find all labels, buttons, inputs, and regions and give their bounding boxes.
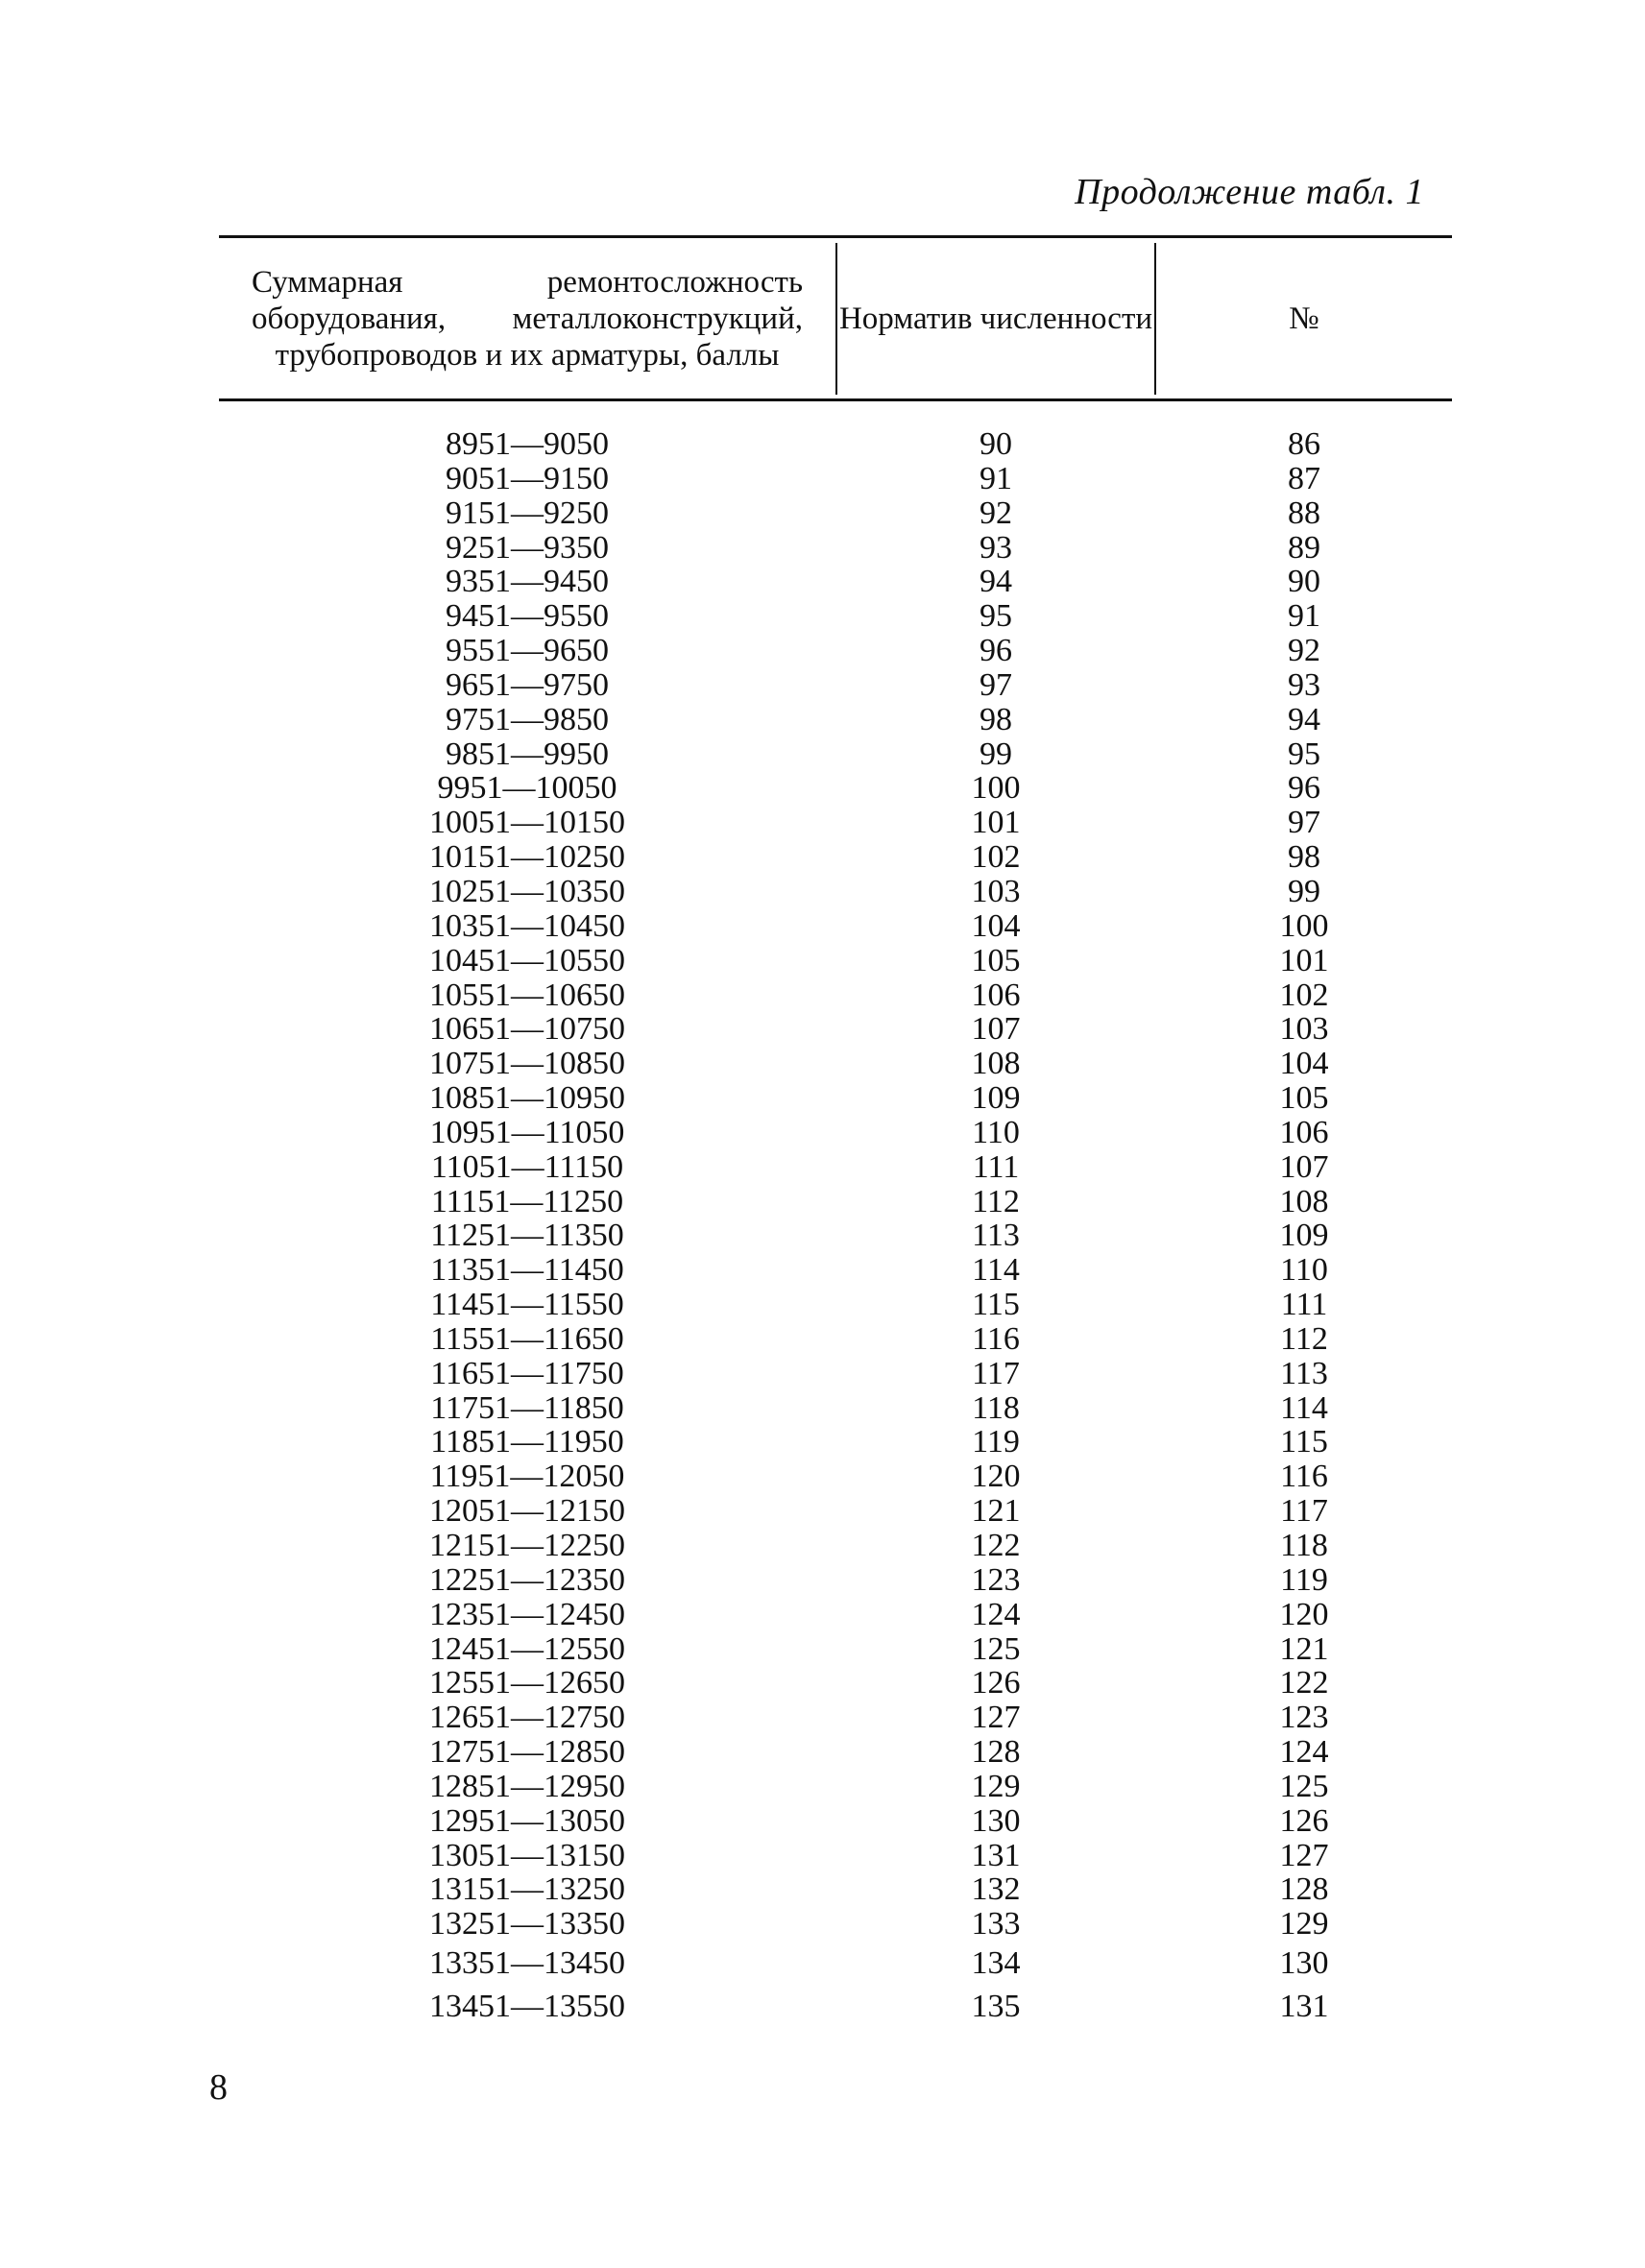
table-row [219,1391,1452,1426]
range-cell: 12151—12250 [429,1528,625,1563]
norm-cell: 110 [972,1114,1020,1150]
range-cell: 11551—11650 [430,1320,624,1357]
range-cell: 13351—13450 [429,1945,625,1982]
table-row [219,1185,1452,1219]
table-row [219,427,1452,462]
norm-cell: 92 [980,495,1012,531]
table-top-rule [219,235,1452,238]
number-cell: 108 [1279,1183,1329,1219]
number-cell: 111 [1280,1287,1328,1323]
number-cell: 96 [1288,770,1320,807]
table-row [219,599,1452,634]
number-cell: 120 [1279,1596,1329,1632]
norm-cell: 109 [971,1080,1021,1117]
number-cell: 86 [1288,426,1320,462]
number-cell: 113 [1280,1355,1328,1391]
number-cell: 127 [1279,1837,1329,1873]
table-row [219,978,1452,1013]
number-cell: 123 [1279,1700,1329,1736]
norm-cell: 118 [972,1389,1020,1426]
table-row [219,1598,1452,1632]
table-row [219,806,1452,840]
table-row [219,909,1452,944]
table-row [219,1770,1452,1804]
range-cell: 10851—10950 [429,1080,625,1117]
norm-cell: 116 [972,1320,1020,1357]
table-row [219,565,1452,599]
norm-cell: 90 [980,426,1012,462]
number-cell: 89 [1288,529,1320,566]
norm-cell: 120 [971,1459,1021,1495]
range-cell: 11851—11950 [430,1424,624,1460]
norm-cell: 104 [971,907,1021,944]
number-cell: 125 [1279,1768,1329,1804]
page-number: 8 [209,2067,228,2108]
norm-cell: 112 [972,1183,1020,1219]
norm-cell: 98 [980,701,1012,737]
range-cell: 9351—9450 [446,564,609,600]
norm-cell: 127 [971,1700,1021,1736]
norm-cell: 125 [971,1630,1021,1667]
table-row [219,1666,1452,1701]
table-row [219,771,1452,806]
number-cell: 112 [1280,1320,1328,1357]
range-cell: 10451—10550 [429,942,625,978]
norm-cell: 102 [971,839,1021,876]
norm-cell: 97 [980,666,1012,703]
norm-cell: 133 [971,1906,1021,1942]
range-cell: 12051—12150 [429,1493,625,1530]
number-cell: 117 [1280,1493,1328,1530]
number-cell: 118 [1280,1528,1328,1563]
table-row [219,840,1452,875]
number-cell: 103 [1279,1011,1329,1048]
table-row [219,1425,1452,1460]
range-cell: 10351—10450 [429,907,625,944]
range-cell: 12651—12750 [429,1700,625,1736]
range-cell: 8951—9050 [446,426,609,462]
range-cell: 13451—13550 [429,1989,625,2025]
number-cell: 104 [1279,1046,1329,1082]
table-row [219,1735,1452,1770]
norm-cell: 134 [971,1945,1021,1982]
norm-cell: 129 [971,1768,1021,1804]
norm-cell: 107 [971,1011,1021,1048]
range-cell: 9651—9750 [446,666,609,703]
table-row [219,462,1452,496]
number-cell: 98 [1288,839,1320,876]
norm-cell: 132 [971,1871,1021,1908]
number-cell: 107 [1279,1148,1329,1185]
range-cell: 10951—11050 [429,1114,625,1150]
norm-cell: 114 [972,1252,1020,1289]
table-row [219,1563,1452,1598]
number-cell: 97 [1288,805,1320,841]
table-header-rule [219,398,1452,401]
range-cell: 10251—10350 [429,873,625,909]
norm-cell: 135 [971,1989,1021,2025]
norm-cell: 123 [971,1561,1021,1598]
norm-cell: 124 [971,1596,1021,1632]
number-cell: 128 [1279,1871,1329,1908]
range-cell: 13051—13150 [429,1837,625,1873]
header-staffing-norm: Норматив численности [838,302,1153,336]
table-row [219,1632,1452,1667]
norm-cell: 103 [971,873,1021,909]
range-cell: 9451—9550 [446,598,609,635]
norm-cell: 93 [980,529,1012,566]
range-cell: 11351—11450 [430,1252,624,1289]
range-cell: 13151—13250 [429,1871,625,1908]
norm-cell: 111 [972,1148,1020,1185]
range-cell: 11951—12050 [429,1459,625,1495]
number-cell: 122 [1279,1665,1329,1701]
number-cell: 90 [1288,564,1320,600]
range-cell: 10651—10750 [429,1011,625,1048]
table-row [219,634,1452,668]
range-cell: 9151—9250 [446,495,609,531]
number-cell: 95 [1288,736,1320,772]
range-cell: 10551—10650 [429,977,625,1013]
table-row [219,875,1452,909]
table-body [219,427,1452,2028]
range-cell: 12451—12550 [429,1630,625,1667]
number-cell: 100 [1279,907,1329,944]
range-cell: 12851—12950 [429,1768,625,1804]
number-cell: 102 [1279,977,1329,1013]
norm-cell: 126 [971,1665,1021,1701]
table-row [219,496,1452,531]
table-row [219,1357,1452,1391]
number-cell: 119 [1280,1561,1328,1598]
range-cell: 12351—12450 [429,1596,625,1632]
number-cell: 93 [1288,666,1320,703]
range-cell: 10151—10250 [429,839,625,876]
range-cell: 12551—12650 [429,1665,625,1701]
table-row [219,1253,1452,1288]
header-repair-complexity: Суммарная ремонтосложность оборудования, металлоконструкций, трубопроводов и их арматуры, баллы [252,265,803,373]
number-cell: 99 [1288,873,1320,909]
number-cell: 105 [1279,1080,1329,1117]
table-row [219,1047,1452,1081]
norm-cell: 128 [971,1734,1021,1771]
norm-cell: 101 [971,805,1021,841]
table-row [219,1218,1452,1253]
range-cell: 9251—9350 [446,529,609,566]
table-row [219,1150,1452,1185]
range-cell: 9851—9950 [446,736,609,772]
number-cell: 115 [1280,1424,1328,1460]
table-row [219,1116,1452,1150]
range-cell: 13251—13350 [429,1906,625,1942]
norm-cell: 96 [980,633,1012,669]
range-cell: 11151—11250 [430,1183,624,1219]
table-row [219,1494,1452,1529]
norm-cell: 117 [972,1355,1020,1391]
norm-cell: 95 [980,598,1012,635]
range-cell: 12251—12350 [429,1561,625,1598]
norm-cell: 108 [971,1046,1021,1082]
number-cell: 101 [1279,942,1329,978]
range-cell: 11751—11850 [430,1389,624,1426]
norm-cell: 121 [971,1493,1021,1530]
norm-cell: 94 [980,564,1012,600]
header-number: № [1289,302,1319,336]
number-cell: 130 [1279,1945,1329,1982]
number-cell: 94 [1288,701,1320,737]
number-cell: 110 [1280,1252,1328,1289]
range-cell: 12751—12850 [429,1734,625,1771]
range-cell: 9751—9850 [446,701,609,737]
range-cell: 11051—11150 [430,1148,624,1185]
number-cell: 91 [1288,598,1320,635]
range-cell: 10051—10150 [429,805,625,841]
table-row [219,1804,1452,1839]
range-cell: 12951—13050 [429,1802,625,1839]
number-cell: 109 [1279,1218,1329,1254]
range-cell: 9551—9650 [446,633,609,669]
range-cell: 11651—11750 [430,1355,624,1391]
table-row [219,944,1452,978]
range-cell: 11251—11350 [430,1218,624,1254]
number-cell: 124 [1279,1734,1329,1771]
table-row [219,1872,1452,1907]
table-row [219,1942,1452,1985]
norm-cell: 99 [980,736,1012,772]
norm-cell: 91 [980,460,1012,496]
table-continuation-label: Продолжение табл. 1 [1075,172,1424,212]
table-row [219,1985,1452,2028]
number-cell: 121 [1279,1630,1329,1667]
table-row [219,1907,1452,1942]
norm-cell: 122 [971,1528,1021,1563]
norm-cell: 119 [972,1424,1020,1460]
number-cell: 126 [1279,1802,1329,1839]
table-row [219,1460,1452,1494]
table-row [219,1012,1452,1047]
table-row [219,1322,1452,1357]
norm-cell: 105 [971,942,1021,978]
norm-cell: 100 [971,770,1021,807]
number-cell: 88 [1288,495,1320,531]
number-cell: 114 [1280,1389,1328,1426]
number-cell: 131 [1279,1989,1329,2025]
norm-cell: 115 [972,1287,1020,1323]
norm-cell: 130 [971,1802,1021,1839]
table-row [219,1529,1452,1563]
table-row [219,531,1452,566]
table-row [219,1081,1452,1116]
table-row [219,668,1452,703]
number-cell: 116 [1280,1459,1328,1495]
range-cell: 9951—10050 [437,770,617,807]
norm-cell: 106 [971,977,1021,1013]
range-cell: 9051—9150 [446,460,609,496]
range-cell: 11451—11550 [430,1287,624,1323]
number-cell: 106 [1279,1114,1329,1150]
table-row [219,1288,1452,1322]
table-row [219,1839,1452,1873]
table-row [219,737,1452,772]
number-cell: 129 [1279,1906,1329,1942]
table-row [219,703,1452,737]
range-cell: 10751—10850 [429,1046,625,1082]
table-row [219,1701,1452,1735]
number-cell: 92 [1288,633,1320,669]
norm-cell: 113 [972,1218,1020,1254]
norm-cell: 131 [971,1837,1021,1873]
number-cell: 87 [1288,460,1320,496]
